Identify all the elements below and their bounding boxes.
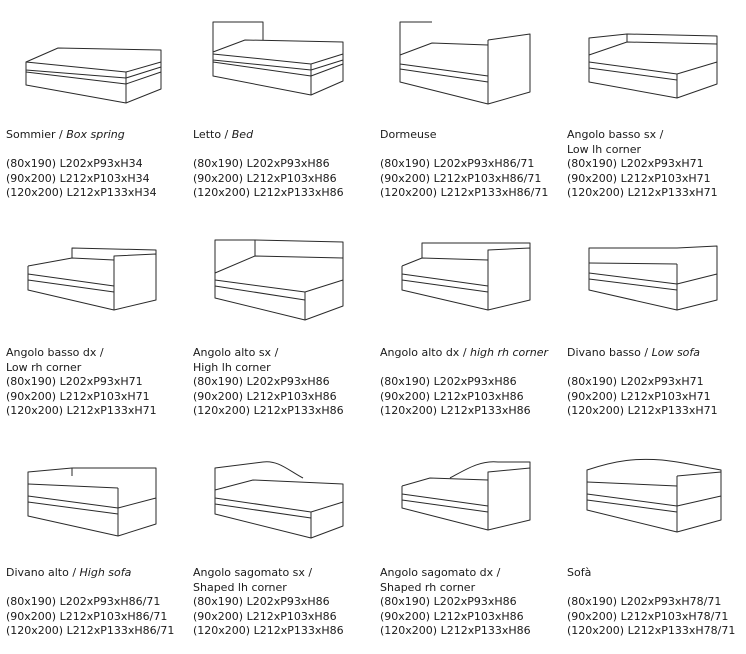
spec-line: (80x190) L202xP93xH71 <box>6 375 143 388</box>
spec-line: (90x200) L212xP103xH34 <box>6 171 150 185</box>
spec-line: (80x190) L202xP93xH71 <box>567 375 704 388</box>
spec-line: (120x200) L212xP133xH71 <box>6 404 157 417</box>
product-name: Angolo sagomato dx / <box>380 566 501 579</box>
spec-line: (120x200) L212xP133xH86/71 <box>6 624 175 637</box>
product-name: Dormeuse <box>380 128 437 141</box>
spec-list <box>193 157 383 201</box>
low-rh-corner-icon <box>6 218 176 328</box>
product-name-en: Shaped lh corner <box>193 580 287 594</box>
shaped-lh-corner-icon <box>193 440 363 550</box>
spec-list <box>567 157 746 201</box>
product-name: Angolo sagomato sx / <box>193 566 313 579</box>
spec-line: (120x200) L212xP133xH78/71 <box>567 624 736 637</box>
spec-list <box>567 375 746 419</box>
low-lh-corner-icon <box>567 0 737 110</box>
spec-line: (120x200) L212xP133xH71 <box>567 186 718 199</box>
spec-line: (120x200) L212xP133xH86 <box>380 404 531 417</box>
product-name: Sommier / Box spring <box>6 128 125 141</box>
spec-line: (90x200) L212xP103xH86 <box>380 609 524 623</box>
product-name: Angolo basso sx / <box>567 128 664 141</box>
high-lh-corner-icon <box>193 218 363 328</box>
spec-line: (120x200) L212xP133xH86/71 <box>380 186 549 199</box>
spec-line: (120x200) L212xP133xH86 <box>193 404 344 417</box>
spec-line: (90x200) L212xP103xH86 <box>380 389 524 403</box>
product-name: Divano basso / Low sofa <box>567 346 701 359</box>
product-name-en: Low lh corner <box>567 142 642 156</box>
spec-line: (80x190) L202xP93xH34 <box>6 157 143 170</box>
spec-line: (80x190) L202xP93xH86 <box>193 595 330 608</box>
product-name: Letto / Bed <box>193 128 254 141</box>
spec-line: (90x200) L212xP103xH71 <box>567 171 711 185</box>
spec-line: (90x200) L212xP103xH86/71 <box>6 609 168 623</box>
spec-line: (80x190) L202xP93xH86 <box>380 595 517 608</box>
spec-list <box>380 595 570 639</box>
spec-list <box>193 595 383 639</box>
spec-list <box>380 157 570 201</box>
spec-list <box>380 375 570 419</box>
product-name-en: High lh corner <box>193 360 271 374</box>
sofa-icon <box>567 440 737 550</box>
high-sofa-icon <box>6 440 176 550</box>
spec-line: (90x200) L212xP103xH86 <box>193 609 337 623</box>
low-sofa-icon <box>567 218 737 328</box>
dormeuse-icon <box>380 0 550 110</box>
high-rh-corner-icon <box>380 218 550 328</box>
spec-line: (80x190) L202xP93xH71 <box>567 157 704 170</box>
spec-line: (90x200) L212xP103xH78/71 <box>567 609 729 623</box>
spec-line: (80x190) L202xP93xH86/71 <box>6 595 161 608</box>
spec-line: (120x200) L212xP133xH34 <box>6 186 157 199</box>
spec-line: (90x200) L212xP103xH86/71 <box>380 171 542 185</box>
spec-line: (80x190) L202xP93xH86/71 <box>380 157 535 170</box>
spec-list <box>193 375 383 419</box>
spec-list <box>567 595 746 639</box>
spec-line: (120x200) L212xP133xH86 <box>193 624 344 637</box>
product-name-en: Shaped rh corner <box>380 580 476 594</box>
spec-line: (80x190) L202xP93xH78/71 <box>567 595 722 608</box>
spec-list <box>6 375 196 419</box>
spec-line: (80x190) L202xP93xH86 <box>193 157 330 170</box>
shaped-rh-corner-icon <box>380 440 550 550</box>
spec-line: (90x200) L212xP103xH86 <box>193 171 337 185</box>
product-name-en: Low rh corner <box>6 360 82 374</box>
spec-line: (80x190) L202xP93xH86 <box>380 375 517 388</box>
spec-list <box>6 157 196 201</box>
box-spring-icon <box>6 0 176 110</box>
spec-line: (120x200) L212xP133xH86 <box>380 624 531 637</box>
product-name: Angolo alto dx / high rh corner <box>380 346 549 359</box>
product-name: Divano alto / High sofa <box>6 566 132 579</box>
product-name: Angolo alto sx / <box>193 346 279 359</box>
spec-line: (90x200) L212xP103xH71 <box>567 389 711 403</box>
spec-line: (90x200) L212xP103xH71 <box>6 389 150 403</box>
spec-line: (90x200) L212xP103xH86 <box>193 389 337 403</box>
spec-line: (120x200) L212xP133xH86 <box>193 186 344 199</box>
product-name: Sofà <box>567 566 592 579</box>
spec-line: (80x190) L202xP93xH86 <box>193 375 330 388</box>
product-name: Angolo basso dx / <box>6 346 104 359</box>
spec-line: (120x200) L212xP133xH71 <box>567 404 718 417</box>
spec-list <box>6 595 196 639</box>
bed-icon <box>193 0 363 110</box>
